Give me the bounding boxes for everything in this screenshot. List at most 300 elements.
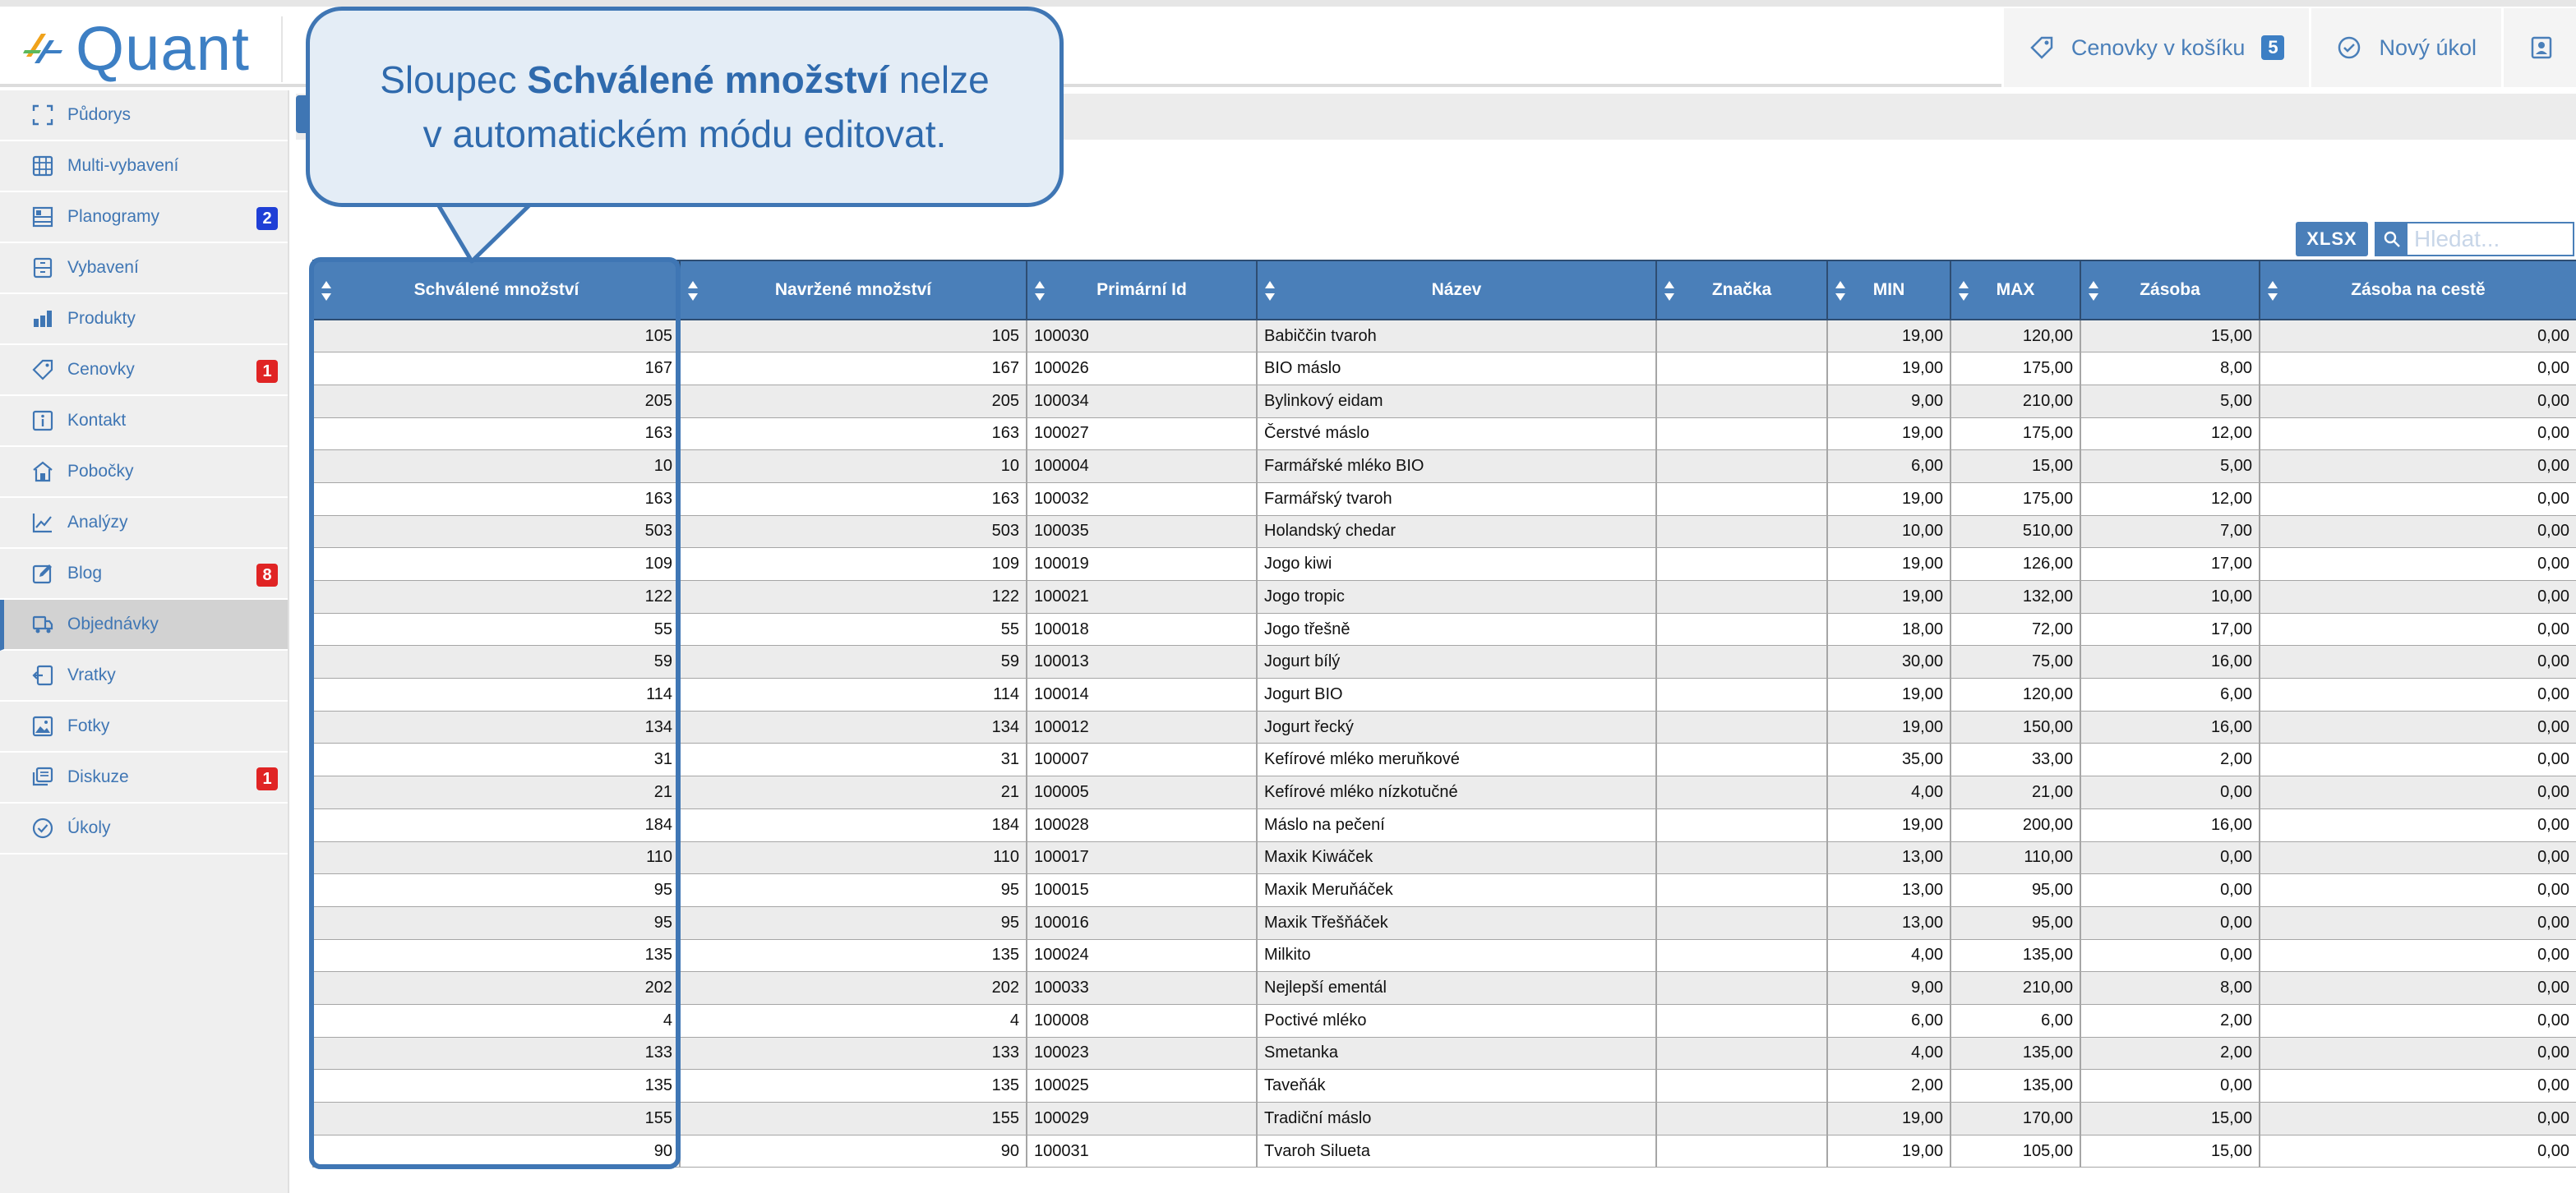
table-cell[interactable] — [1656, 417, 1827, 450]
table-cell[interactable]: 0,00 — [2260, 385, 2576, 417]
active-tab[interactable] — [296, 95, 306, 133]
table-cell[interactable] — [1656, 841, 1827, 874]
table-cell[interactable]: 100021 — [1027, 581, 1257, 614]
table-cell[interactable] — [1656, 939, 1827, 972]
table-cell[interactable]: Milkito — [1257, 939, 1656, 972]
table-cell[interactable]: 19,00 — [1827, 1135, 1950, 1168]
table-row[interactable] — [313, 1004, 2576, 1037]
table-row[interactable] — [313, 1070, 2576, 1103]
sidebar-item-label: Diskuze — [67, 767, 129, 786]
table-cell[interactable] — [1656, 776, 1827, 809]
sort-icon[interactable] — [1034, 279, 1046, 302]
orders-table-wrap — [312, 260, 2576, 1168]
table-cell[interactable]: 184 — [680, 808, 1027, 841]
table-cell[interactable]: 72,00 — [1950, 613, 2080, 646]
table-cell[interactable] — [1656, 1135, 1827, 1168]
search-icon-wrap — [2376, 223, 2407, 255]
table-cell[interactable]: 19,00 — [1827, 808, 1950, 841]
column-header-label: MIN — [1872, 280, 1905, 299]
table-cell[interactable]: 105 — [680, 320, 1027, 352]
table-cell[interactable]: 100035 — [1027, 515, 1257, 548]
table-cell[interactable]: 0,00 — [2260, 972, 2576, 1005]
table-cell[interactable]: Poctivé mléko — [1257, 1004, 1656, 1037]
table-cell[interactable]: 2,00 — [2080, 744, 2260, 776]
table-cell[interactable]: 205 — [680, 385, 1027, 417]
table-cell[interactable]: 135,00 — [1950, 1037, 2080, 1070]
table-cell[interactable]: 2,00 — [1827, 1070, 1950, 1103]
table-cell[interactable]: 8,00 — [2080, 352, 2260, 385]
table-cell[interactable]: 175,00 — [1950, 352, 2080, 385]
table-cell[interactable] — [1656, 1037, 1827, 1070]
table-cell[interactable]: 167 — [680, 352, 1027, 385]
check-circle-icon — [31, 817, 54, 840]
table-cell[interactable]: Farmářské mléko BIO — [1257, 450, 1656, 483]
table-cell[interactable]: 210,00 — [1950, 385, 2080, 417]
table-cell[interactable]: 109 — [680, 548, 1027, 581]
sort-icon[interactable] — [321, 279, 332, 302]
sort-icon[interactable] — [2267, 279, 2278, 302]
table-cell[interactable]: 5,00 — [2080, 450, 2260, 483]
table-cell[interactable] — [1656, 679, 1827, 712]
table-cell[interactable]: 95 — [680, 906, 1027, 939]
table-cell[interactable]: 15,00 — [2080, 1135, 2260, 1168]
table-cell[interactable] — [1656, 385, 1827, 417]
table-cell[interactable]: Máslo na pečení — [1257, 808, 1656, 841]
table-cell[interactable]: 200,00 — [1950, 808, 2080, 841]
table-cell[interactable]: 0,00 — [2260, 515, 2576, 548]
sidebar-item-analyzy[interactable] — [0, 498, 288, 549]
sidebar-item-label: Vratky — [67, 666, 116, 684]
table-cell: 95 — [313, 874, 680, 907]
table-cell[interactable]: 0,00 — [2260, 417, 2576, 450]
sidebar-item-objednavky[interactable] — [0, 600, 288, 651]
table-cell[interactable]: 10,00 — [2080, 581, 2260, 614]
table-cell[interactable]: Nejlepší ementál — [1257, 972, 1656, 1005]
table-cell[interactable]: 100029 — [1027, 1103, 1257, 1135]
sidebar-item-planogramy[interactable] — [0, 192, 288, 243]
table-cell[interactable] — [1656, 320, 1827, 352]
table-cell[interactable]: Maxik Kiwáček — [1257, 841, 1656, 874]
table-cell[interactable]: 135 — [680, 1070, 1027, 1103]
table-cell[interactable]: 19,00 — [1827, 581, 1950, 614]
table-cell[interactable]: 0,00 — [2260, 352, 2576, 385]
table-cell[interactable]: 75,00 — [1950, 646, 2080, 679]
table-cell[interactable] — [1656, 1070, 1827, 1103]
column-header[interactable] — [1257, 260, 1656, 320]
table-cell[interactable]: Jogurt BIO — [1257, 679, 1656, 712]
table-cell[interactable]: 95 — [680, 874, 1027, 907]
table-cell[interactable]: 2,00 — [2080, 1037, 2260, 1070]
table-cell[interactable]: 19,00 — [1827, 548, 1950, 581]
table-cell[interactable]: 210,00 — [1950, 972, 2080, 1005]
table-cell[interactable]: 100007 — [1027, 744, 1257, 776]
table-cell[interactable]: 17,00 — [2080, 613, 2260, 646]
table-cell[interactable]: 122 — [680, 581, 1027, 614]
table-cell[interactable]: 0,00 — [2080, 874, 2260, 907]
table-cell[interactable]: Tvaroh Silueta — [1257, 1135, 1656, 1168]
table-cell[interactable]: 30,00 — [1827, 646, 1950, 679]
table-cell[interactable]: Holandský chedar — [1257, 515, 1656, 548]
table-cell[interactable]: 100023 — [1027, 1037, 1257, 1070]
table-cell[interactable]: 4 — [680, 1004, 1027, 1037]
table-cell[interactable]: 100016 — [1027, 906, 1257, 939]
table-cell[interactable]: 21 — [680, 776, 1027, 809]
table-cell[interactable]: Tradiční máslo — [1257, 1103, 1656, 1135]
cart-tags-button[interactable] — [2001, 8, 2310, 87]
table-cell[interactable]: 163 — [680, 482, 1027, 515]
table-cell[interactable]: 0,00 — [2080, 906, 2260, 939]
sidebar-item-blog[interactable] — [0, 549, 288, 600]
table-cell[interactable]: 4,00 — [1827, 1037, 1950, 1070]
table-cell[interactable]: 0,00 — [2260, 482, 2576, 515]
table-cell[interactable]: 19,00 — [1827, 352, 1950, 385]
table-cell[interactable] — [1656, 482, 1827, 515]
edit-icon — [31, 562, 54, 585]
table-cell[interactable]: Babiččin tvaroh — [1257, 320, 1656, 352]
column-header-label: Zásoba na cestě — [2351, 280, 2486, 299]
table-cell[interactable]: 135,00 — [1950, 1070, 2080, 1103]
table-cell[interactable]: 175,00 — [1950, 482, 2080, 515]
table-cell[interactable]: 19,00 — [1827, 1103, 1950, 1135]
table-cell[interactable]: 12,00 — [2080, 417, 2260, 450]
return-icon — [31, 664, 54, 687]
table-row[interactable] — [313, 939, 2576, 972]
column-header-label: Zásoba — [2140, 280, 2200, 299]
table-cell[interactable] — [1656, 744, 1827, 776]
table-cell[interactable]: 19,00 — [1827, 482, 1950, 515]
table-cell[interactable]: 0,00 — [2260, 776, 2576, 809]
table-cell[interactable] — [1656, 808, 1827, 841]
sidebar-item-pudorys[interactable] — [0, 90, 288, 141]
table-cell[interactable]: 6,00 — [1950, 1004, 2080, 1037]
table-cell[interactable]: Maxik Třešňáček — [1257, 906, 1656, 939]
quant-logo-icon — [21, 27, 66, 71]
table-cell[interactable]: 0,00 — [2260, 1037, 2576, 1070]
table-cell[interactable]: 503 — [680, 515, 1027, 548]
table-cell[interactable]: 6,00 — [2080, 679, 2260, 712]
table-cell[interactable]: 10 — [680, 450, 1027, 483]
app-logo[interactable] — [21, 16, 250, 82]
table-cell[interactable]: 120,00 — [1950, 320, 2080, 352]
planogramy-badge: 2 — [256, 207, 278, 230]
table-cell[interactable]: 15,00 — [1950, 450, 2080, 483]
table-cell: 184 — [313, 808, 680, 841]
table-cell[interactable]: 59 — [680, 646, 1027, 679]
table-cell[interactable]: 202 — [680, 972, 1027, 1005]
table-row[interactable] — [313, 808, 2576, 841]
table-row[interactable] — [313, 385, 2576, 417]
table-cell[interactable]: 95,00 — [1950, 906, 2080, 939]
table-cell[interactable] — [1656, 515, 1827, 548]
sort-icon[interactable] — [2088, 279, 2099, 302]
table-cell[interactable]: Taveňák — [1257, 1070, 1656, 1103]
info-icon — [31, 409, 54, 432]
table-cell[interactable] — [1656, 581, 1827, 614]
table-cell[interactable]: 100030 — [1027, 320, 1257, 352]
table-row[interactable] — [313, 906, 2576, 939]
table-cell[interactable]: 100024 — [1027, 939, 1257, 972]
table-cell[interactable]: 12,00 — [2080, 482, 2260, 515]
table-cell[interactable]: Jogurt bílý — [1257, 646, 1656, 679]
table-cell[interactable]: Jogurt řecký — [1257, 711, 1656, 744]
table-cell[interactable] — [1656, 972, 1827, 1005]
table-cell[interactable]: 133 — [680, 1037, 1027, 1070]
table-cell[interactable]: 16,00 — [2080, 808, 2260, 841]
profile-button[interactable] — [2501, 8, 2576, 87]
table-cell[interactable]: 100026 — [1027, 352, 1257, 385]
table-cell[interactable]: 110,00 — [1950, 841, 2080, 874]
sidebar-item-ukoly[interactable] — [0, 804, 288, 854]
table-cell[interactable]: 19,00 — [1827, 417, 1950, 450]
table-cell[interactable]: 19,00 — [1827, 679, 1950, 712]
table-row[interactable] — [313, 679, 2576, 712]
table-cell[interactable]: 100014 — [1027, 679, 1257, 712]
table-cell[interactable]: 100019 — [1027, 548, 1257, 581]
sidebar-item-cenovky[interactable] — [0, 345, 288, 396]
column-header[interactable] — [2260, 260, 2576, 320]
table-row[interactable] — [313, 450, 2576, 483]
table-cell[interactable]: 114 — [680, 679, 1027, 712]
table-cell[interactable]: 90 — [680, 1135, 1027, 1168]
table-cell[interactable]: Smetanka — [1257, 1037, 1656, 1070]
table-cell[interactable]: 7,00 — [2080, 515, 2260, 548]
table-cell[interactable]: 21,00 — [1950, 776, 2080, 809]
table-cell[interactable]: 0,00 — [2260, 1103, 2576, 1135]
sort-icon[interactable] — [1958, 279, 1969, 302]
table-cell[interactable]: 0,00 — [2260, 744, 2576, 776]
table-cell[interactable]: 170,00 — [1950, 1103, 2080, 1135]
table-cell[interactable]: 18,00 — [1827, 613, 1950, 646]
sidebar-item-diskuze[interactable] — [0, 753, 288, 804]
table-cell[interactable]: 100012 — [1027, 711, 1257, 744]
table-cell: 31 — [313, 744, 680, 776]
sort-icon[interactable] — [1264, 279, 1276, 302]
table-cell[interactable] — [1656, 352, 1827, 385]
table-row[interactable] — [313, 874, 2576, 907]
table-cell[interactable]: 150,00 — [1950, 711, 2080, 744]
search-input[interactable] — [2407, 224, 2569, 254]
table-cell[interactable]: 100008 — [1027, 1004, 1257, 1037]
table-cell[interactable]: 16,00 — [2080, 711, 2260, 744]
table-cell[interactable]: 100028 — [1027, 808, 1257, 841]
search-box — [2375, 222, 2574, 256]
table-cell[interactable]: 0,00 — [2080, 939, 2260, 972]
table-cell[interactable]: Maxik Meruňáček — [1257, 874, 1656, 907]
table-cell[interactable]: 100017 — [1027, 841, 1257, 874]
table-cell[interactable]: Kefírové mléko meruňkové — [1257, 744, 1656, 776]
table-cell[interactable] — [1656, 1103, 1827, 1135]
sidebar-item-fotky[interactable] — [0, 702, 288, 753]
new-task-button[interactable] — [2309, 8, 2501, 87]
table-cell[interactable]: 100004 — [1027, 450, 1257, 483]
table-row[interactable] — [313, 646, 2576, 679]
table-cell[interactable]: Čerstvé máslo — [1257, 417, 1656, 450]
table-cell[interactable] — [1656, 906, 1827, 939]
table-cell[interactable]: 31 — [680, 744, 1027, 776]
table-cell[interactable]: 126,00 — [1950, 548, 2080, 581]
table-cell[interactable]: 0,00 — [2260, 808, 2576, 841]
table-cell[interactable]: 16,00 — [2080, 646, 2260, 679]
table-cell[interactable]: 100027 — [1027, 417, 1257, 450]
table-cell[interactable]: Jogo třešně — [1257, 613, 1656, 646]
table-cell[interactable]: 0,00 — [2260, 646, 2576, 679]
table-cell[interactable]: 0,00 — [2260, 906, 2576, 939]
table-cell: 133 — [313, 1037, 680, 1070]
table-cell[interactable]: 100013 — [1027, 646, 1257, 679]
table-cell[interactable]: 8,00 — [2080, 972, 2260, 1005]
table-cell[interactable]: 4,00 — [1827, 939, 1950, 972]
column-header[interactable] — [1027, 260, 1257, 320]
table-cell[interactable]: 105,00 — [1950, 1135, 2080, 1168]
table-cell[interactable]: 0,00 — [2260, 613, 2576, 646]
table-cell[interactable] — [1656, 711, 1827, 744]
table-cell[interactable]: 95,00 — [1950, 874, 2080, 907]
table-cell: 105 — [313, 320, 680, 352]
table-cell[interactable]: 55 — [680, 613, 1027, 646]
table-cell[interactable]: 0,00 — [2080, 1070, 2260, 1103]
table-cell[interactable]: 17,00 — [2080, 548, 2260, 581]
table-cell[interactable]: 100025 — [1027, 1070, 1257, 1103]
table-cell[interactable]: 100032 — [1027, 482, 1257, 515]
table-cell[interactable]: 0,00 — [2260, 711, 2576, 744]
table-cell[interactable]: 100015 — [1027, 874, 1257, 907]
table-cell[interactable]: 13,00 — [1827, 906, 1950, 939]
table-cell[interactable]: 0,00 — [2080, 841, 2260, 874]
table-cell[interactable]: 0,00 — [2260, 679, 2576, 712]
table-cell[interactable]: 163 — [680, 417, 1027, 450]
sidebar-item-vybaveni[interactable] — [0, 243, 288, 294]
sidebar-item-multi-vybaveni[interactable] — [0, 141, 288, 192]
table-cell[interactable]: Jogo tropic — [1257, 581, 1656, 614]
table-row[interactable] — [313, 352, 2576, 385]
top-bar-edge — [0, 0, 2576, 7]
table-cell[interactable]: 2,00 — [2080, 1004, 2260, 1037]
table-cell[interactable]: Jogo kiwi — [1257, 548, 1656, 581]
sidebar-item-label: Vybavení — [67, 258, 139, 277]
table-row[interactable] — [313, 548, 2576, 581]
table-row[interactable] — [313, 744, 2576, 776]
column-header[interactable] — [2080, 260, 2260, 320]
table-cell[interactable]: 6,00 — [1827, 450, 1950, 483]
table-cell[interactable]: 510,00 — [1950, 515, 2080, 548]
sidebar-item-pobocky[interactable] — [0, 447, 288, 498]
table-cell: 110 — [313, 841, 680, 874]
table-cell[interactable]: 0,00 — [2260, 1135, 2576, 1168]
sort-icon[interactable] — [1664, 279, 1675, 302]
table-cell[interactable]: 9,00 — [1827, 385, 1950, 417]
table-row[interactable] — [313, 972, 2576, 1005]
table-cell[interactable]: 0,00 — [2260, 1004, 2576, 1037]
table-row[interactable] — [313, 581, 2576, 614]
table-cell[interactable]: 100033 — [1027, 972, 1257, 1005]
table-cell[interactable]: 19,00 — [1827, 320, 1950, 352]
table-cell[interactable] — [1656, 548, 1827, 581]
table-cell[interactable]: 100018 — [1027, 613, 1257, 646]
table-cell[interactable]: 0,00 — [2260, 874, 2576, 907]
table-cell[interactable]: 0,00 — [2260, 450, 2576, 483]
table-cell[interactable]: 110 — [680, 841, 1027, 874]
table-cell[interactable]: 135,00 — [1950, 939, 2080, 972]
column-header[interactable] — [1827, 260, 1950, 320]
table-row[interactable] — [313, 776, 2576, 809]
table-cell[interactable] — [1656, 646, 1827, 679]
table-cell[interactable] — [1656, 613, 1827, 646]
table-cell[interactable]: 19,00 — [1827, 711, 1950, 744]
table-cell[interactable]: 135 — [680, 939, 1027, 972]
column-header-label: Schválené množství — [413, 280, 579, 299]
table-row[interactable] — [313, 1135, 2576, 1168]
table-cell[interactable]: 0,00 — [2260, 841, 2576, 874]
export-xlsx-button[interactable]: XLSX — [2296, 222, 2368, 256]
table-cell[interactable]: 15,00 — [2080, 1103, 2260, 1135]
table-cell[interactable]: 155 — [680, 1103, 1027, 1135]
table-cell[interactable]: BIO máslo — [1257, 352, 1656, 385]
table-cell[interactable]: 15,00 — [2080, 320, 2260, 352]
table-cell: 90 — [313, 1135, 680, 1168]
table-cell[interactable]: 132,00 — [1950, 581, 2080, 614]
table-cell[interactable]: 100034 — [1027, 385, 1257, 417]
table-cell[interactable] — [1656, 1004, 1827, 1037]
table-cell[interactable]: 0,00 — [2260, 939, 2576, 972]
callout-suffix: nelze — [888, 58, 990, 101]
table-row[interactable] — [313, 841, 2576, 874]
table-cell[interactable]: 100031 — [1027, 1135, 1257, 1168]
table-cell[interactable]: Farmářský tvaroh — [1257, 482, 1656, 515]
table-cell[interactable]: Kefírové mléko nízkotučné — [1257, 776, 1656, 809]
table-cell[interactable]: 4,00 — [1827, 776, 1950, 809]
table-cell[interactable]: 120,00 — [1950, 679, 2080, 712]
table-cell[interactable]: 13,00 — [1827, 841, 1950, 874]
callout-line2: v automatickém módu editovat. — [422, 113, 947, 155]
table-cell[interactable]: 0,00 — [2260, 581, 2576, 614]
table-cell[interactable]: 100005 — [1027, 776, 1257, 809]
column-header[interactable] — [680, 260, 1027, 320]
table-cell[interactable]: 0,00 — [2260, 320, 2576, 352]
table-cell[interactable] — [1656, 450, 1827, 483]
table-cell[interactable]: 33,00 — [1950, 744, 2080, 776]
table-cell[interactable]: Bylinkový eidam — [1257, 385, 1656, 417]
table-cell[interactable]: 6,00 — [1827, 1004, 1950, 1037]
sidebar-item-vratky[interactable] — [0, 651, 288, 702]
table-cell[interactable]: 175,00 — [1950, 417, 2080, 450]
table-row[interactable] — [313, 482, 2576, 515]
column-header[interactable] — [1656, 260, 1827, 320]
table-row[interactable] — [313, 1103, 2576, 1135]
sort-icon[interactable] — [687, 279, 699, 302]
table-cell[interactable]: 0,00 — [2080, 776, 2260, 809]
table-cell[interactable] — [1656, 874, 1827, 907]
column-header[interactable] — [313, 260, 680, 320]
table-cell[interactable]: 9,00 — [1827, 972, 1950, 1005]
table-row[interactable] — [313, 1037, 2576, 1070]
column-header[interactable] — [1950, 260, 2080, 320]
table-cell[interactable]: 134 — [680, 711, 1027, 744]
table-cell[interactable]: 10,00 — [1827, 515, 1950, 548]
table-cell[interactable]: 0,00 — [2260, 1070, 2576, 1103]
sort-icon[interactable] — [1835, 279, 1846, 302]
table-cell[interactable]: 13,00 — [1827, 874, 1950, 907]
sidebar-item-produkty[interactable] — [0, 294, 288, 345]
table-cell[interactable]: 35,00 — [1827, 744, 1950, 776]
table-row[interactable] — [313, 515, 2576, 548]
table-row[interactable] — [313, 711, 2576, 744]
table-row[interactable] — [313, 613, 2576, 646]
table-row[interactable] — [313, 417, 2576, 450]
table-cell[interactable]: 0,00 — [2260, 548, 2576, 581]
sidebar-item-kontakt[interactable] — [0, 396, 288, 447]
table-cell[interactable]: 5,00 — [2080, 385, 2260, 417]
table-row[interactable] — [313, 320, 2576, 352]
